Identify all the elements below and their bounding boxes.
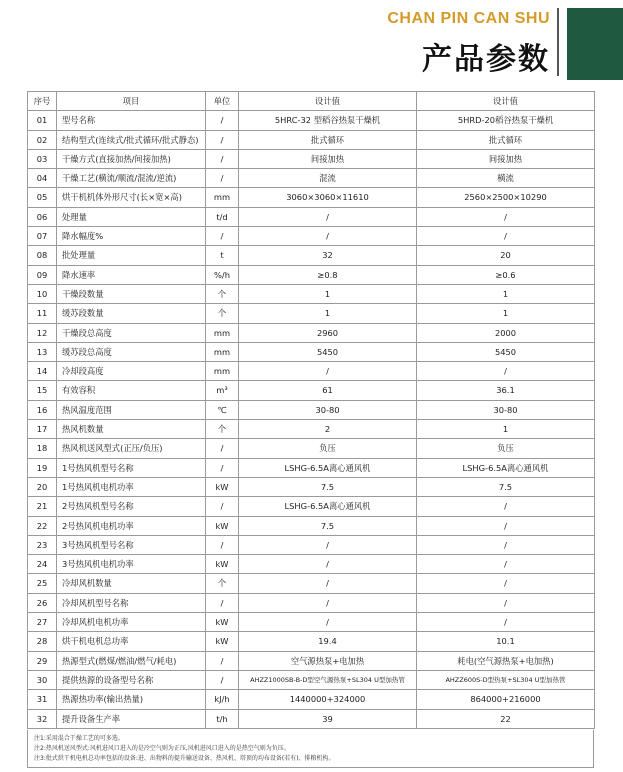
cell-design-value-1: 1440000+324000 xyxy=(239,690,417,709)
cell-index: 31 xyxy=(28,690,57,709)
cell-design-value-2: 间接加热 xyxy=(417,149,595,168)
cell-design-value-2: / xyxy=(417,497,595,516)
cell-design-value-1: 负压 xyxy=(239,439,417,458)
cell-unit: / xyxy=(206,169,239,188)
cell-design-value-2: 1 xyxy=(417,420,595,439)
cell-unit: kJ/h xyxy=(206,690,239,709)
cell-unit: kW xyxy=(206,613,239,632)
cell-unit: t xyxy=(206,246,239,265)
cell-item: 烘干机电机总功率 xyxy=(57,632,206,651)
cell-item: 冷却段高度 xyxy=(57,362,206,381)
cell-index: 01 xyxy=(28,111,57,130)
cell-design-value-1: / xyxy=(239,613,417,632)
table-row xyxy=(28,555,595,574)
table-row xyxy=(28,381,595,400)
cell-index: 17 xyxy=(28,420,57,439)
cell-design-value-2: 横流 xyxy=(417,169,595,188)
cell-design-value-2: 1 xyxy=(417,284,595,303)
table-row xyxy=(28,207,595,226)
cell-design-value-2: 5HRD-20稻谷热泵干燥机 xyxy=(417,111,595,130)
cell-design-value-1: / xyxy=(239,593,417,612)
cell-design-value-1: 3060×3060×11610 xyxy=(239,188,417,207)
cell-design-value-2: / xyxy=(417,613,595,632)
cell-index: 24 xyxy=(28,555,57,574)
cell-item: 热源型式(燃煤/燃油/燃气/耗电) xyxy=(57,651,206,670)
cell-index: 09 xyxy=(28,265,57,284)
header-color-block xyxy=(567,8,623,80)
cell-design-value-1: 2960 xyxy=(239,323,417,342)
cell-item: 3号热风机电机功率 xyxy=(57,555,206,574)
cell-unit: / xyxy=(206,497,239,516)
cell-index: 20 xyxy=(28,477,57,496)
cell-design-value-1: / xyxy=(239,555,417,574)
cell-index: 26 xyxy=(28,593,57,612)
cell-item: 结构型式(连续式/批式循环/批式静态) xyxy=(57,130,206,149)
cell-index: 05 xyxy=(28,188,57,207)
cell-design-value-1: LSHG-6.5A离心通风机 xyxy=(239,458,417,477)
cell-item: 冷却风机电机功率 xyxy=(57,613,206,632)
cell-unit: / xyxy=(206,651,239,670)
cell-item: 干燥方式(直接加热/间接加热) xyxy=(57,149,206,168)
cell-design-value-1: / xyxy=(239,227,417,246)
cell-item: 降水速率 xyxy=(57,265,206,284)
cell-design-value-2: ≥0.6 xyxy=(417,265,595,284)
cell-index: 19 xyxy=(28,458,57,477)
cell-index: 07 xyxy=(28,227,57,246)
table-row xyxy=(28,188,595,207)
cell-design-value-2: / xyxy=(417,227,595,246)
cell-design-value-2: 10.1 xyxy=(417,632,595,651)
cell-unit: / xyxy=(206,535,239,554)
cell-unit: kW xyxy=(206,516,239,535)
cell-unit: kW xyxy=(206,555,239,574)
cell-index: 29 xyxy=(28,651,57,670)
cell-unit: kW xyxy=(206,632,239,651)
cell-design-value-2: 5450 xyxy=(417,342,595,361)
cell-unit: / xyxy=(206,111,239,130)
cell-unit: / xyxy=(206,149,239,168)
cell-item: 热风机送风型式(正压/负压) xyxy=(57,439,206,458)
cell-design-value-1: 30-80 xyxy=(239,400,417,419)
cell-item: 热风温度范围 xyxy=(57,400,206,419)
cell-index: 15 xyxy=(28,381,57,400)
cell-unit: / xyxy=(206,670,239,689)
cell-design-value-2: 2000 xyxy=(417,323,595,342)
cell-design-value-2: 36.1 xyxy=(417,381,595,400)
cell-design-value-1: AHZZ1000SB-B-D型空气源热泵+SL304 U型加热管 xyxy=(239,670,417,689)
cell-design-value-1: / xyxy=(239,535,417,554)
cell-design-value-2: / xyxy=(417,555,595,574)
cell-unit: mm xyxy=(206,342,239,361)
cell-design-value-1: / xyxy=(239,207,417,226)
note-2: 注2:热风机送风型式:风机进风口进入的是冷空气则为正压,风机进风口进入的是热空气则为负压。 xyxy=(34,745,290,752)
cell-item: 型号名称 xyxy=(57,111,206,130)
cell-item: 缓苏段数量 xyxy=(57,304,206,323)
cell-item: 烘干机机体外形尺寸(长×宽×高) xyxy=(57,188,206,207)
cell-design-value-2: 864000+216000 xyxy=(417,690,595,709)
table-row xyxy=(28,111,595,130)
parameter-table xyxy=(27,91,595,729)
cell-index: 08 xyxy=(28,246,57,265)
cell-item: 干燥段数量 xyxy=(57,284,206,303)
cell-index: 32 xyxy=(28,709,57,728)
cell-item: 有效容积 xyxy=(57,381,206,400)
cell-index: 11 xyxy=(28,304,57,323)
cell-index: 12 xyxy=(28,323,57,342)
cell-design-value-1: 2 xyxy=(239,420,417,439)
cell-unit: 个 xyxy=(206,574,239,593)
cell-item: 干燥工艺(横流/顺流/混流/逆流) xyxy=(57,169,206,188)
cell-index: 14 xyxy=(28,362,57,381)
cell-design-value-2: 2560×2500×10290 xyxy=(417,188,595,207)
cell-item: 1号热风机电机功率 xyxy=(57,477,206,496)
cell-design-value-2: 耗电(空气源热泵+电加热) xyxy=(417,651,595,670)
table-row xyxy=(28,477,595,496)
cell-design-value-2: 30-80 xyxy=(417,400,595,419)
cell-unit: %/h xyxy=(206,265,239,284)
cell-index: 03 xyxy=(28,149,57,168)
cell-design-value-1: / xyxy=(239,574,417,593)
cell-index: 21 xyxy=(28,497,57,516)
cell-item: 2号热风机电机功率 xyxy=(57,516,206,535)
table-row xyxy=(28,458,595,477)
header-item: 项目 xyxy=(57,92,206,111)
cell-design-value-2: / xyxy=(417,593,595,612)
table-row xyxy=(28,690,595,709)
header-divider xyxy=(557,8,559,76)
cell-unit: mm xyxy=(206,362,239,381)
cell-unit: / xyxy=(206,227,239,246)
cell-unit: / xyxy=(206,439,239,458)
cell-design-value-2: 负压 xyxy=(417,439,595,458)
cell-index: 22 xyxy=(28,516,57,535)
header-design-value-1: 设计值 xyxy=(239,92,417,111)
cell-index: 30 xyxy=(28,670,57,689)
table-body xyxy=(28,111,595,729)
cell-design-value-2: / xyxy=(417,516,595,535)
cell-item: 提供热源的设备型号名称 xyxy=(57,670,206,689)
cell-index: 16 xyxy=(28,400,57,419)
cell-design-value-1: 39 xyxy=(239,709,417,728)
cell-unit: 个 xyxy=(206,420,239,439)
table-row xyxy=(28,323,595,342)
table-row xyxy=(28,670,595,689)
cell-item: 干燥段总高度 xyxy=(57,323,206,342)
cell-design-value-1: 间接加热 xyxy=(239,149,417,168)
cell-index: 06 xyxy=(28,207,57,226)
cell-design-value-2: / xyxy=(417,362,595,381)
cell-index: 27 xyxy=(28,613,57,632)
table-row xyxy=(28,651,595,670)
cell-item: 冷却风机数量 xyxy=(57,574,206,593)
cell-design-value-1: 61 xyxy=(239,381,417,400)
table-row xyxy=(28,130,595,149)
cell-item: 2号热风机型号名称 xyxy=(57,497,206,516)
cell-design-value-1: 19.4 xyxy=(239,632,417,651)
cell-design-value-2: / xyxy=(417,574,595,593)
cell-index: 13 xyxy=(28,342,57,361)
cell-unit: 个 xyxy=(206,284,239,303)
cell-design-value-1: LSHG-6.5A离心通风机 xyxy=(239,497,417,516)
cell-design-value-1: 1 xyxy=(239,304,417,323)
table-row xyxy=(28,535,595,554)
cell-design-value-2: AHZZ600S-D型热泵+SL304 U型加热管 xyxy=(417,670,595,689)
cell-unit: t/h xyxy=(206,709,239,728)
cell-design-value-2: 批式循环 xyxy=(417,130,595,149)
cell-design-value-2: 1 xyxy=(417,304,595,323)
table-row xyxy=(28,439,595,458)
cell-unit: mm xyxy=(206,188,239,207)
cell-index: 25 xyxy=(28,574,57,593)
table-row xyxy=(28,632,595,651)
cell-item: 3号热风机型号名称 xyxy=(57,535,206,554)
note-3: 注3:批式烘干机电机总功率包括的设备:进、出物料的提升输送设备、热风机、塔顶的均布设备(若有)、排粮机构。 xyxy=(34,755,335,762)
cell-index: 10 xyxy=(28,284,57,303)
cell-design-value-2: 20 xyxy=(417,246,595,265)
cell-design-value-1: 混流 xyxy=(239,169,417,188)
cell-unit: 个 xyxy=(206,304,239,323)
table-row xyxy=(28,169,595,188)
table-row xyxy=(28,227,595,246)
cell-design-value-2: / xyxy=(417,207,595,226)
cell-item: 处理量 xyxy=(57,207,206,226)
cell-design-value-2: / xyxy=(417,535,595,554)
table-row xyxy=(28,265,595,284)
cell-unit: / xyxy=(206,130,239,149)
cell-design-value-1: 1 xyxy=(239,284,417,303)
cell-item: 1号热风机型号名称 xyxy=(57,458,206,477)
notes-box xyxy=(27,730,594,768)
cell-design-value-1: 7.5 xyxy=(239,477,417,496)
cell-design-value-1: ≥0.8 xyxy=(239,265,417,284)
header-title-cn: 产品参数 xyxy=(422,42,550,77)
cell-item: 热源热功率(输出热量) xyxy=(57,690,206,709)
cell-design-value-1: 5450 xyxy=(239,342,417,361)
header-index: 序号 xyxy=(28,92,57,111)
cell-unit: ℃ xyxy=(206,400,239,419)
note-1: 注1:采用混合干燥工艺的可多选。 xyxy=(34,735,124,742)
cell-design-value-1: 7.5 xyxy=(239,516,417,535)
cell-design-value-2: 22 xyxy=(417,709,595,728)
cell-unit: t/d xyxy=(206,207,239,226)
table-row xyxy=(28,362,595,381)
cell-index: 18 xyxy=(28,439,57,458)
table-row xyxy=(28,304,595,323)
table-row xyxy=(28,613,595,632)
cell-design-value-1: / xyxy=(239,362,417,381)
cell-item: 批处理量 xyxy=(57,246,206,265)
cell-item: 冷却风机型号名称 xyxy=(57,593,206,612)
header-title-en: CHAN PIN CAN SHU xyxy=(387,10,550,27)
cell-index: 02 xyxy=(28,130,57,149)
cell-item: 降水幅度% xyxy=(57,227,206,246)
header-design-value-2: 设计值 xyxy=(417,92,595,111)
cell-design-value-1: 32 xyxy=(239,246,417,265)
cell-unit: mm xyxy=(206,323,239,342)
table-row xyxy=(28,574,595,593)
table-row xyxy=(28,593,595,612)
table-header-row xyxy=(28,92,595,111)
cell-index: 28 xyxy=(28,632,57,651)
cell-unit: / xyxy=(206,458,239,477)
cell-item: 提升设备生产率 xyxy=(57,709,206,728)
cell-design-value-1: 批式循环 xyxy=(239,130,417,149)
table-row xyxy=(28,246,595,265)
cell-unit: kW xyxy=(206,477,239,496)
cell-design-value-1: 空气源热泵+电加热 xyxy=(239,651,417,670)
cell-item: 热风机数量 xyxy=(57,420,206,439)
table-row xyxy=(28,709,595,728)
table-row xyxy=(28,420,595,439)
table-row xyxy=(28,400,595,419)
table-row xyxy=(28,342,595,361)
table-row xyxy=(28,516,595,535)
table-row xyxy=(28,149,595,168)
cell-index: 04 xyxy=(28,169,57,188)
cell-design-value-2: 7.5 xyxy=(417,477,595,496)
cell-unit: / xyxy=(206,593,239,612)
cell-design-value-2: LSHG-6.5A离心通风机 xyxy=(417,458,595,477)
table-row xyxy=(28,284,595,303)
cell-unit: m³ xyxy=(206,381,239,400)
cell-index: 23 xyxy=(28,535,57,554)
table-row xyxy=(28,497,595,516)
header-unit: 单位 xyxy=(206,92,239,111)
cell-design-value-1: 5HRC-32 型稻谷热泵干燥机 xyxy=(239,111,417,130)
cell-item: 缓苏段总高度 xyxy=(57,342,206,361)
